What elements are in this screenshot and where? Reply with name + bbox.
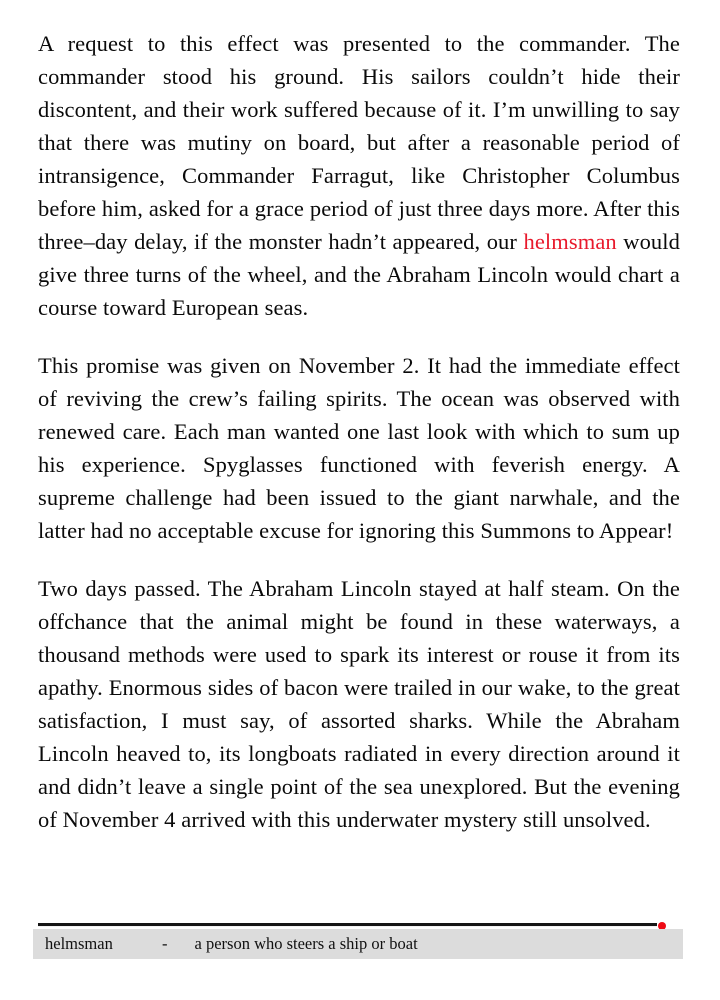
footnote-divider-rule bbox=[38, 923, 657, 927]
paragraph-1-text-before: A request to this effect was presented to the commander. The commander stood his ground. His sailors couldn’t hide their discontent, and their work suffered because of it. I’m unwilling to say that there was mutiny on board, but after a reasonable period of intransigence, Commander Farragut, like Christopher Columbus before him, asked for a grace period of just three days more. After this three–day delay, if the monster hadn’t appeared, our bbox=[38, 31, 680, 254]
footnote-term: helmsman bbox=[45, 934, 113, 953]
paragraph-3: Two days passed. The Abraham Lincoln stayed at half steam. On the offchance that the animal might be found in these waterways, a thousand methods were used to spark its interest or rouse it from its apathy. Enormous sides of bacon were trailed in our wake, to the great satisfaction, I must say, of assorted sharks. While the Abraham Lincoln heaved to, its longboats radiated in every direction around it and didn’t leave a single point of the sea unexplored. But the evening of November 4 arrived with this underwater mystery still unsolved. bbox=[38, 576, 680, 832]
paragraph-1-text-after: would give three turns of the wheel, and the Abraham Lincoln would chart a course toward European seas. bbox=[38, 229, 680, 320]
footnote-strip bbox=[33, 929, 683, 959]
vocab-word-helmsman[interactable]: helmsman bbox=[523, 229, 617, 254]
paragraph-2: This promise was given on November 2. It had the immediate effect of reviving the crew’s failing spirits. The ocean was observed with renewed care. Each man wanted one last look with which to sum up his experience. Spyglasses functioned with feverish energy. A supreme challenge had been issued to the giant narwhale, and the latter had no acceptable excuse for ignoring this Summons to Appear! bbox=[38, 353, 680, 543]
reading-text bbox=[38, 27, 680, 861]
paragraph-1 bbox=[38, 27, 680, 324]
footnote-definition: a person who steers a ship or boat bbox=[194, 934, 418, 953]
footnote-separator: - bbox=[162, 934, 168, 953]
